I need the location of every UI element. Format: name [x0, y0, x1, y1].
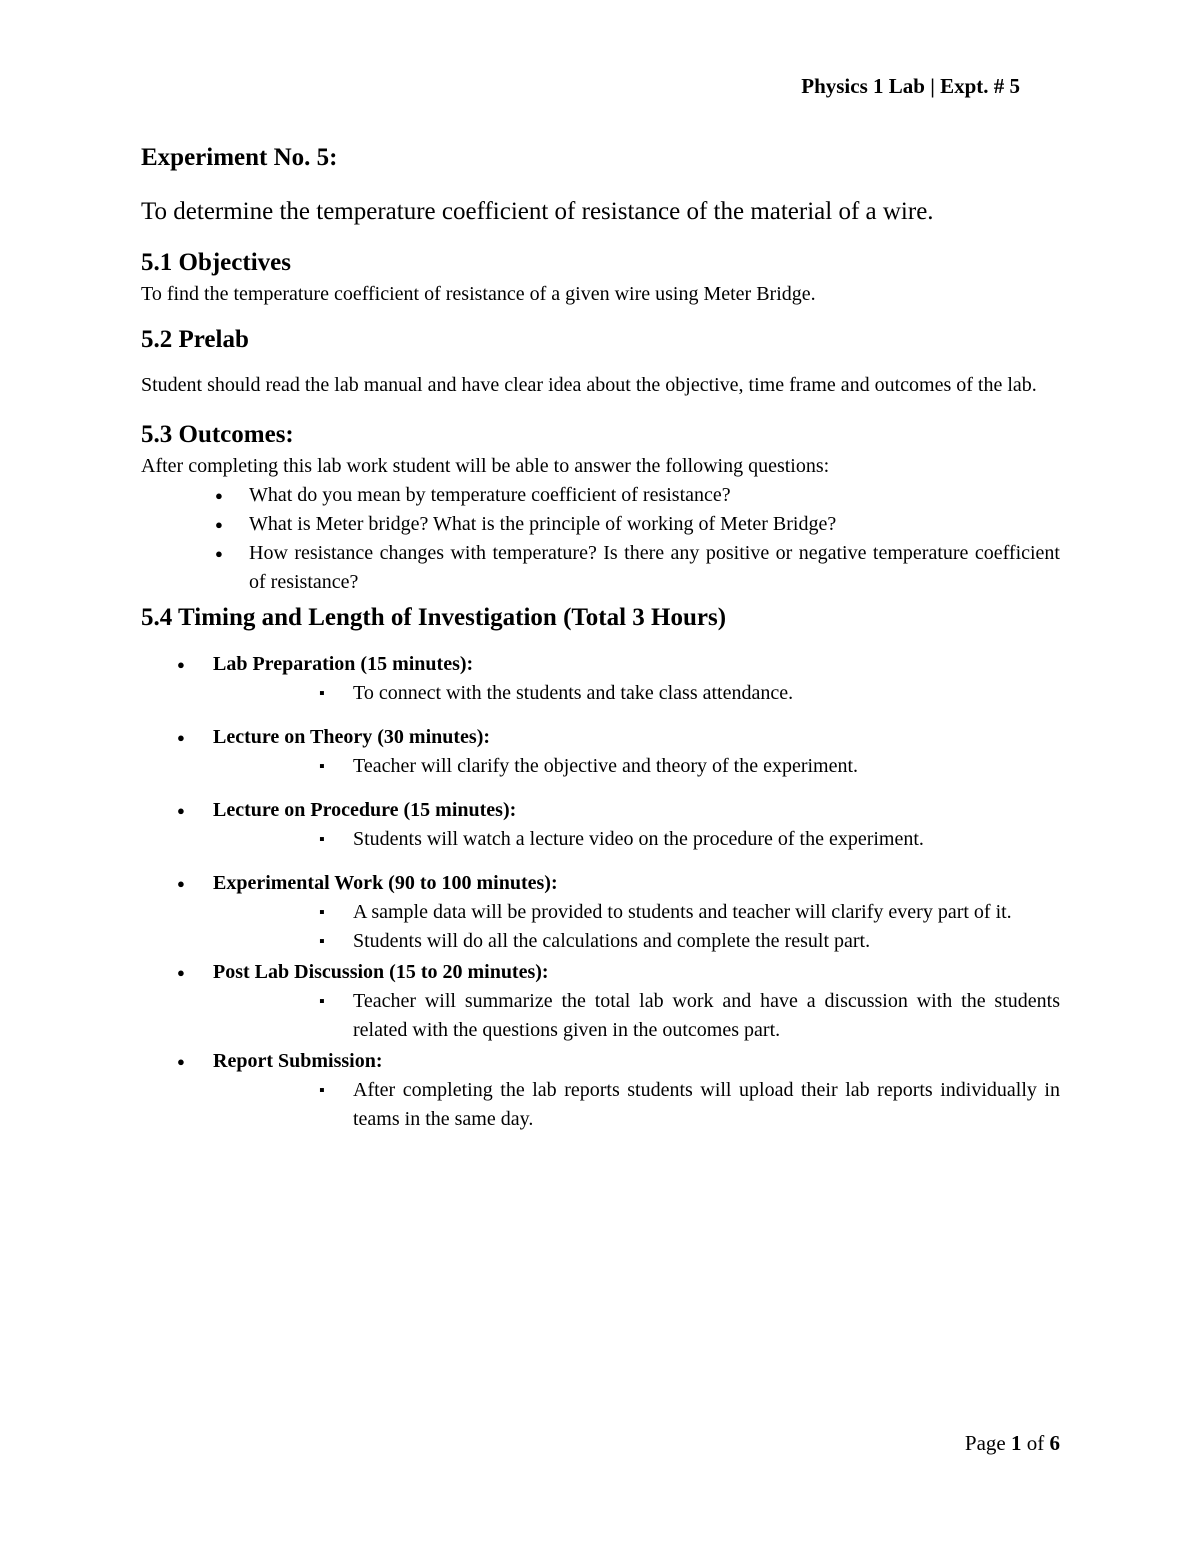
prelab-heading: 5.2 Prelab — [141, 326, 249, 353]
timing-item-label: Lab Preparation (15 minutes): — [213, 653, 474, 675]
timing-item-label: Experimental Work (90 to 100 minutes): — [213, 872, 558, 894]
timing-item-report-submission — [213, 1047, 1060, 1134]
list-item: ▪ After completing the lab reports students will upload their lab reports individually in teams in the same day. — [353, 1076, 1060, 1134]
outcomes-heading: 5.3 Outcomes: — [141, 421, 294, 448]
prelab-text: Student should read the lab manual and have clear idea about the objective, time frame and outcomes of the lab. — [141, 374, 1037, 396]
timing-item-label: Post Lab Discussion (15 to 20 minutes): — [213, 961, 549, 983]
list-item: ● What do you mean by temperature coefficient of resistance? — [249, 481, 1060, 510]
timing-item-label: Lecture on Theory (30 minutes): — [213, 726, 491, 748]
footer-total-pages: 6 — [1049, 1431, 1060, 1455]
timing-item-label: Report Submission: — [213, 1050, 383, 1072]
timing-sublist — [213, 1076, 1060, 1134]
outcomes-intro: After completing this lab work student will be able to answer the following questions: — [141, 455, 830, 477]
document-body — [141, 140, 1060, 1134]
outcomes-list — [141, 481, 1060, 597]
page-footer — [965, 1431, 1060, 1456]
timing-section — [141, 601, 1060, 1134]
list-item: ● How resistance changes with temperature? Is there any positive or negative temperature coefficient of resistance? — [249, 539, 1060, 597]
objectives-heading: 5.1 Objectives — [141, 249, 291, 276]
list-item: ● What is Meter bridge? What is the principle of working of Meter Bridge? — [249, 510, 1060, 539]
timing-sublist — [213, 679, 1060, 708]
timing-item-lecture-theory — [213, 723, 1060, 781]
prelab-section — [141, 323, 1060, 400]
page-header: Physics 1 Lab | Expt. # 5 — [801, 74, 1020, 98]
timing-list — [141, 650, 1060, 1134]
timing-item-label: Lecture on Procedure (15 minutes): — [213, 799, 517, 821]
list-item: ▪ Students will watch a lecture video on the procedure of the experiment. — [353, 825, 1060, 854]
outcomes-section — [141, 418, 1060, 597]
timing-sublist — [213, 752, 1060, 781]
footer-current-page: 1 — [1011, 1431, 1022, 1455]
timing-sublist — [213, 825, 1060, 854]
timing-item-lab-preparation — [213, 650, 1060, 708]
timing-sublist — [213, 898, 1060, 956]
timing-heading: 5.4 Timing and Length of Investigation (Total 3 Hours) — [141, 604, 727, 631]
list-item: ▪ A sample data will be provided to students and teacher will clarify every part of it. — [353, 898, 1060, 927]
list-item: ▪ Teacher will summarize the total lab work and have a discussion with the students related with the questions given in the outcomes part. — [353, 987, 1060, 1045]
timing-item-lecture-procedure — [213, 796, 1060, 854]
list-item: ▪ Students will do all the calculations and complete the result part. — [353, 927, 1060, 956]
objectives-section — [141, 246, 1060, 309]
list-item: ▪ To connect with the students and take class attendance. — [353, 679, 1060, 708]
list-item: ▪ Teacher will clarify the objective and theory of the experiment. — [353, 752, 1060, 781]
footer-page-word: Page — [964, 1431, 1006, 1455]
experiment-aim: To determine the temperature coefficient of resistance of the material of a wire. — [141, 198, 934, 225]
experiment-title: Experiment No. 5: — [141, 144, 338, 171]
timing-item-post-lab — [213, 958, 1060, 1045]
timing-sublist — [213, 987, 1060, 1045]
objectives-text: To find the temperature coefficient of resistance of a given wire using Meter Bridge. — [141, 283, 816, 305]
timing-item-experimental-work — [213, 869, 1060, 956]
footer-of-word: of — [1026, 1431, 1045, 1455]
